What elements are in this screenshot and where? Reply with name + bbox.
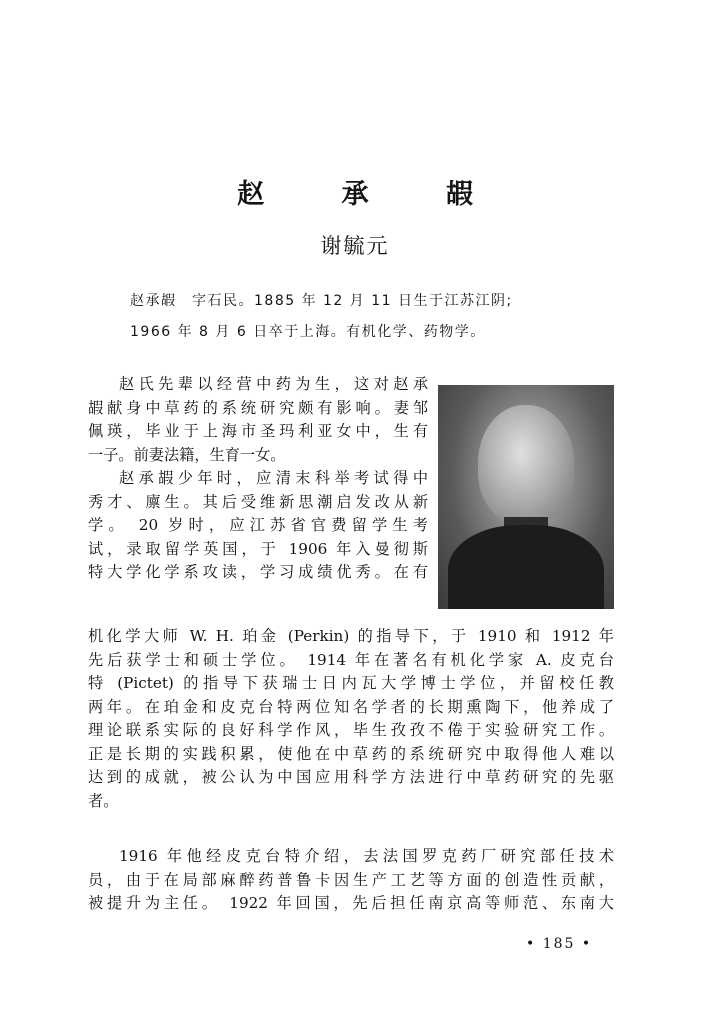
body-line: 员，由于在局部麻醉药普鲁卡因生产工艺等方面的创造性贡献， bbox=[88, 870, 614, 889]
body-line: 佩瑛，毕业于上海市圣玛利亚女中，生有 bbox=[88, 422, 428, 440]
body-line: 机化学大师 W. H. 珀金 (Perkin) 的指导下，于 1910 和 1912 年 bbox=[88, 627, 614, 645]
body-line: 正是长期的实践积累，使他在中草药的系统研究中取得他人难以 bbox=[88, 744, 614, 763]
body-line: 秀才、廪生。其后受维新思潮启发改从新 bbox=[88, 492, 428, 511]
portrait-photo bbox=[438, 385, 614, 609]
body-line: 特 (Pictet) 的指导下获瑞士日内瓦大学博士学位，并留校任教 bbox=[88, 674, 614, 692]
article-title: 赵 承 嘏 bbox=[237, 179, 507, 210]
biography-summary-line-1: 赵承嘏 字石民。1885 年 12 月 11 日生于江苏江阴; bbox=[130, 293, 513, 309]
body-line: 赵氏先辈以经营中药为生，这对赵承 bbox=[119, 375, 428, 393]
portrait-head-shape bbox=[478, 405, 574, 525]
body-line: 赵承嘏少年时，应清末科举考试得中 bbox=[119, 469, 428, 487]
body-paragraph-1 bbox=[88, 373, 428, 467]
body-paragraph-3 bbox=[88, 845, 614, 916]
body-line: 一子。前妻法籍，生育一女。 bbox=[88, 445, 286, 464]
body-line: 嘏献身中草药的系统研究颇有影响。妻邹 bbox=[88, 398, 428, 417]
body-line: 两年。在珀金和皮克台特两位知名学者的长期熏陶下，他养成了 bbox=[88, 697, 614, 716]
body-line: 达到的成就，被公认为中国应用科学方法进行中草药研究的先驱 bbox=[88, 768, 614, 786]
body-line: 被提升为主任。 1922 年回国，先后担任南京高等师范、东南大 bbox=[88, 894, 614, 912]
body-line: 学。 20 岁时，应江苏省官费留学生考 bbox=[88, 516, 428, 534]
body-line: 者。 bbox=[88, 791, 119, 810]
body-line: 先后获学士和硕士学位。 1914 年在著名有机化学家 A. 皮克台 bbox=[88, 650, 614, 669]
body-line: 特大学化学系攻读，学习成绩优秀。在有 bbox=[88, 563, 428, 581]
author-name: 谢毓元 bbox=[320, 234, 390, 258]
body-line: 1916 年他经皮克台特介绍，去法国罗克药厂研究部任技术 bbox=[119, 847, 614, 865]
biography-summary-line-2: 1966 年 8 月 6 日卒于上海。有机化学、药物学。 bbox=[130, 324, 486, 340]
body-line: 理论联系实际的良好科学作风，毕生孜孜不倦于实验研究工作。 bbox=[88, 721, 614, 739]
body-paragraph-2-continued bbox=[88, 625, 614, 813]
portrait-body-shape bbox=[448, 525, 604, 609]
page-number: • 185 • bbox=[526, 936, 593, 952]
body-paragraph-2-start bbox=[88, 467, 428, 585]
body-line: 试，录取留学英国，于 1906 年入曼彻斯 bbox=[88, 539, 428, 558]
